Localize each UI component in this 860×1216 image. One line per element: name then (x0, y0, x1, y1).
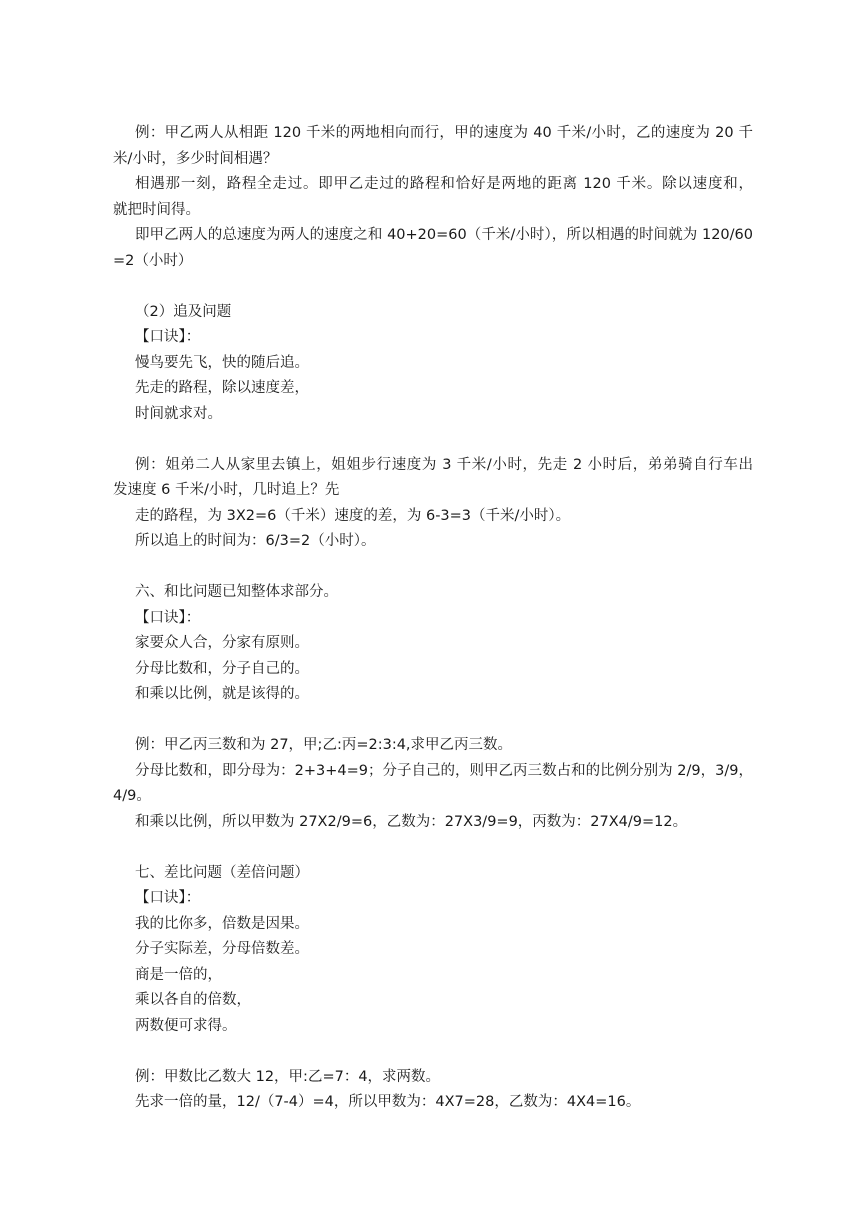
text-line: 分子实际差，分母倍数差。 (135, 941, 309, 957)
text-line: 商是一倍的， (135, 966, 222, 983)
text-line: 例：甲数比乙数大 12，甲:乙=7：4，求两数。 (135, 1068, 441, 1085)
text-line: 和乘以比例，就是该得的。 (135, 686, 309, 702)
text-line: 七、差比问题（差倍问题） (135, 864, 309, 881)
text-line: 相遇那一刻，路程全走过。即甲乙走过的路程和恰好是两地的距离 120 千米。除以速度和， (135, 176, 753, 192)
text-line: （2）追及问题 (135, 303, 232, 320)
blank-line (113, 1039, 753, 1065)
blank-line (113, 427, 753, 453)
text-line: 【口诀】： (135, 890, 201, 906)
text-line: 【口诀】： (135, 329, 201, 345)
blank-line (113, 835, 753, 861)
text-line: 分母比数和，即分母为：2+3+4=9；分子自己的，则甲乙丙三数占和的比例分别为 2/9，3/9， (135, 762, 753, 779)
text-line: 即甲乙两人的总速度为两人的速度之和 40+20=60（千米/小时），所以相遇的时间就为 120/60 (135, 227, 753, 243)
text-line: 4/9。 (113, 788, 151, 804)
text-line: 慢鸟要先飞，快的随后追。 (135, 354, 309, 371)
document-body (113, 121, 753, 1116)
text-line: 我的比你多，倍数是因果。 (135, 915, 309, 932)
text-line: 所以追上的时间为：6/3=2（小时）。 (135, 533, 376, 549)
text-line: 发速度 6 千米/小时，几时追上？先 (113, 482, 340, 498)
text-line: 走的路程，为 3X2=6（千米）速度的差，为 6-3=3（千米/小时）。 (135, 507, 571, 524)
text-line: 六、和比问题已知整体求部分。 (135, 584, 338, 600)
blank-line (113, 708, 753, 734)
text-line: 乘以各自的倍数， (135, 992, 251, 1008)
text-line: 例：甲乙丙三数和为 27，甲;乙:丙=2:3:4,求甲乙丙三数。 (135, 737, 513, 753)
text-line: 例：甲乙两人从相距 120 千米的两地相向而行，甲的速度为 40 千米/小时，乙的速度为 20 千 (135, 125, 753, 141)
text-line: 时间就求对。 (135, 405, 222, 422)
text-line: 例：姐弟二人从家里去镇上，姐姐步行速度为 3 千米/小时，先走 2 小时后，弟弟骑自行车出 (135, 456, 753, 473)
text-line: 【口诀】： (135, 609, 201, 626)
text-line: =2（小时） (113, 252, 193, 269)
text-line: 和乘以比例，所以甲数为 27X2/9=6，乙数为：27X3/9=9，丙数为：27X4/9=12。 (135, 813, 688, 830)
text-line: 两数便可求得。 (135, 1017, 237, 1034)
text-line: 分母比数和，分子自己的。 (135, 660, 309, 677)
text-line: 米/小时，多少时间相遇？ (113, 150, 278, 167)
text-line: 先走的路程，除以速度差， (135, 380, 309, 396)
text-line: 先求一倍的量，12/（7-4）=4，所以甲数为：4X7=28，乙数为：4X4=16。 (135, 1094, 641, 1110)
text-line: 就把时间得。 (113, 201, 200, 218)
blank-line (113, 555, 753, 581)
blank-line (113, 274, 753, 300)
text-line: 家要众人合，分家有原则。 (135, 635, 309, 651)
